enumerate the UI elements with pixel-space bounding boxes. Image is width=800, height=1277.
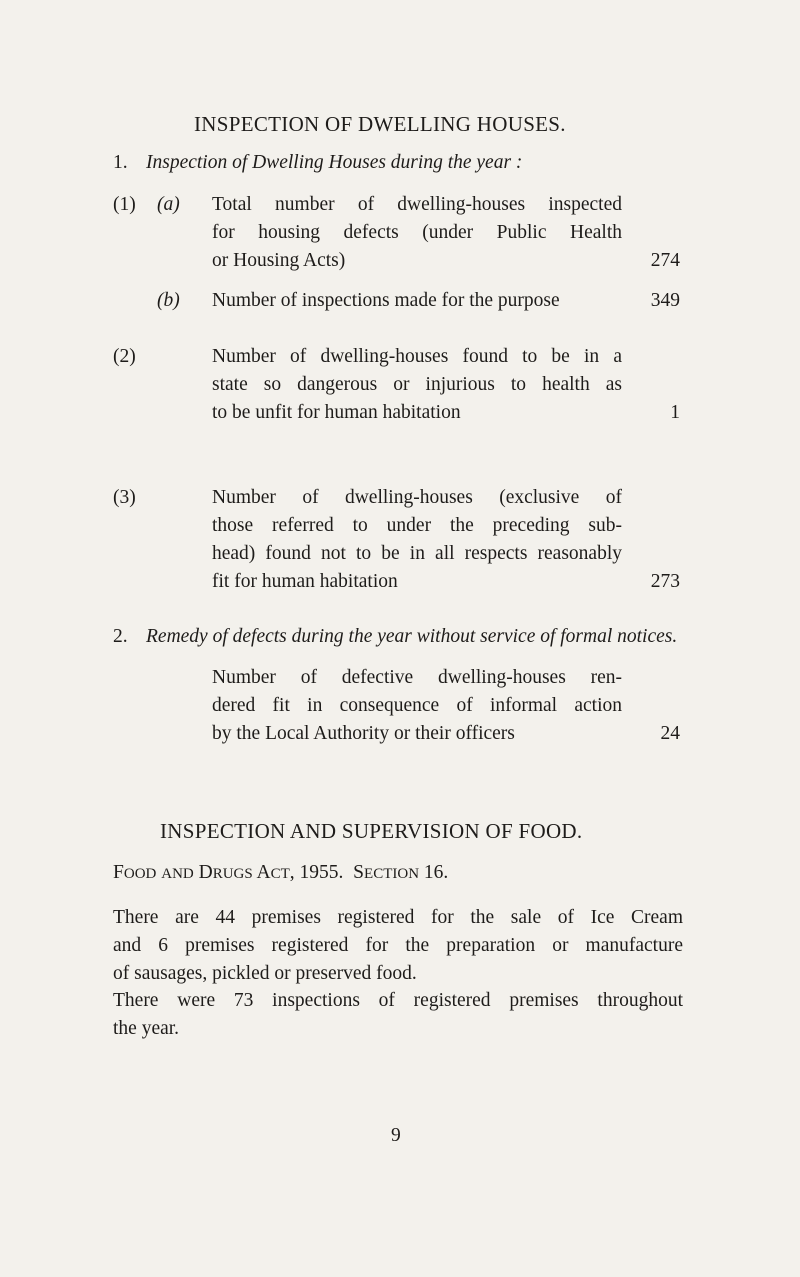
text-line: or Housing Acts) bbox=[212, 250, 346, 271]
text-line: of sausages, pickled or preserved food. bbox=[113, 963, 417, 984]
act-heading-part: S bbox=[353, 862, 365, 883]
item-1-heading: Inspection of Dwelling Houses during the year : bbox=[146, 152, 523, 173]
act-heading-part: 16. bbox=[423, 862, 449, 883]
sub-item-1b-value: 349 bbox=[650, 290, 680, 311]
act-heading bbox=[113, 862, 448, 884]
text-line: for housing defects (under Public Health bbox=[212, 222, 622, 243]
act-heading-part: ECTION bbox=[364, 866, 420, 882]
food-paragraph-1 bbox=[113, 904, 683, 988]
text-line: to be unfit for human habitation bbox=[212, 402, 461, 423]
sub-item-1a-text bbox=[212, 191, 622, 275]
sub-item-1b-label: (b) bbox=[157, 290, 180, 311]
act-heading-part: AND bbox=[161, 866, 194, 882]
sub-item-3-label: (3) bbox=[113, 487, 136, 508]
act-heading-part: F bbox=[113, 862, 124, 883]
sub-item-3-text bbox=[212, 484, 622, 596]
food-paragraph-2 bbox=[113, 987, 683, 1043]
item-2-text bbox=[212, 664, 622, 748]
text-line: dered fit in consequence of informal action bbox=[212, 695, 622, 716]
text-line: state so dangerous or injurious to health as bbox=[212, 374, 622, 395]
item-2-value: 24 bbox=[660, 723, 680, 744]
text-line: fit for human habitation bbox=[212, 571, 398, 592]
section-title-dwelling-houses: INSPECTION OF DWELLING HOUSES. bbox=[194, 112, 566, 136]
text-line: Number of defective dwelling-houses ren- bbox=[212, 667, 622, 688]
sub-item-2-label: (2) bbox=[113, 346, 136, 367]
item-2-heading: Remedy of defects during the year without service of formal notices. bbox=[146, 626, 678, 647]
sub-item-1-label: (1) bbox=[113, 194, 136, 215]
text-line: Total number of dwelling-houses inspected bbox=[212, 194, 622, 215]
sub-item-2-value: 1 bbox=[670, 402, 680, 423]
section-title-food: INSPECTION AND SUPERVISION OF FOOD. bbox=[160, 819, 583, 843]
text-line: by the Local Authority or their officers bbox=[212, 723, 515, 744]
sub-item-1a-label: (a) bbox=[157, 194, 180, 215]
act-heading-part: D bbox=[198, 862, 213, 883]
text-line: There were 73 inspections of registered premises throughout bbox=[113, 990, 683, 1011]
page-number: 9 bbox=[391, 1125, 401, 1146]
sub-item-2-text bbox=[212, 343, 622, 427]
item-2-number: 2. bbox=[113, 626, 128, 647]
text-line: and 6 premises registered for the preparation or manufacture bbox=[113, 935, 683, 956]
act-heading-part: RUGS bbox=[212, 866, 253, 882]
act-heading-part: , 1955. bbox=[289, 862, 344, 883]
text-line: Number of dwelling-houses (exclusive of bbox=[212, 487, 622, 508]
act-heading-part: OOD bbox=[123, 866, 157, 882]
text-line: Number of dwelling-houses found to be in a bbox=[212, 346, 622, 367]
text-line: head) found not to be in all respects reasonably bbox=[212, 543, 622, 564]
text-line: the year. bbox=[113, 1018, 180, 1039]
act-heading-part: A bbox=[256, 862, 271, 883]
sub-item-1a-value: 274 bbox=[650, 250, 680, 271]
act-heading-part: CT bbox=[270, 866, 290, 882]
item-1-number: 1. bbox=[113, 152, 128, 173]
text-line: those referred to under the preceding sub- bbox=[212, 515, 622, 536]
sub-item-1b-text: Number of inspections made for the purpose bbox=[212, 290, 560, 311]
text-line: There are 44 premises registered for the sale of Ice Cream bbox=[113, 907, 683, 928]
sub-item-3-value: 273 bbox=[650, 571, 680, 592]
